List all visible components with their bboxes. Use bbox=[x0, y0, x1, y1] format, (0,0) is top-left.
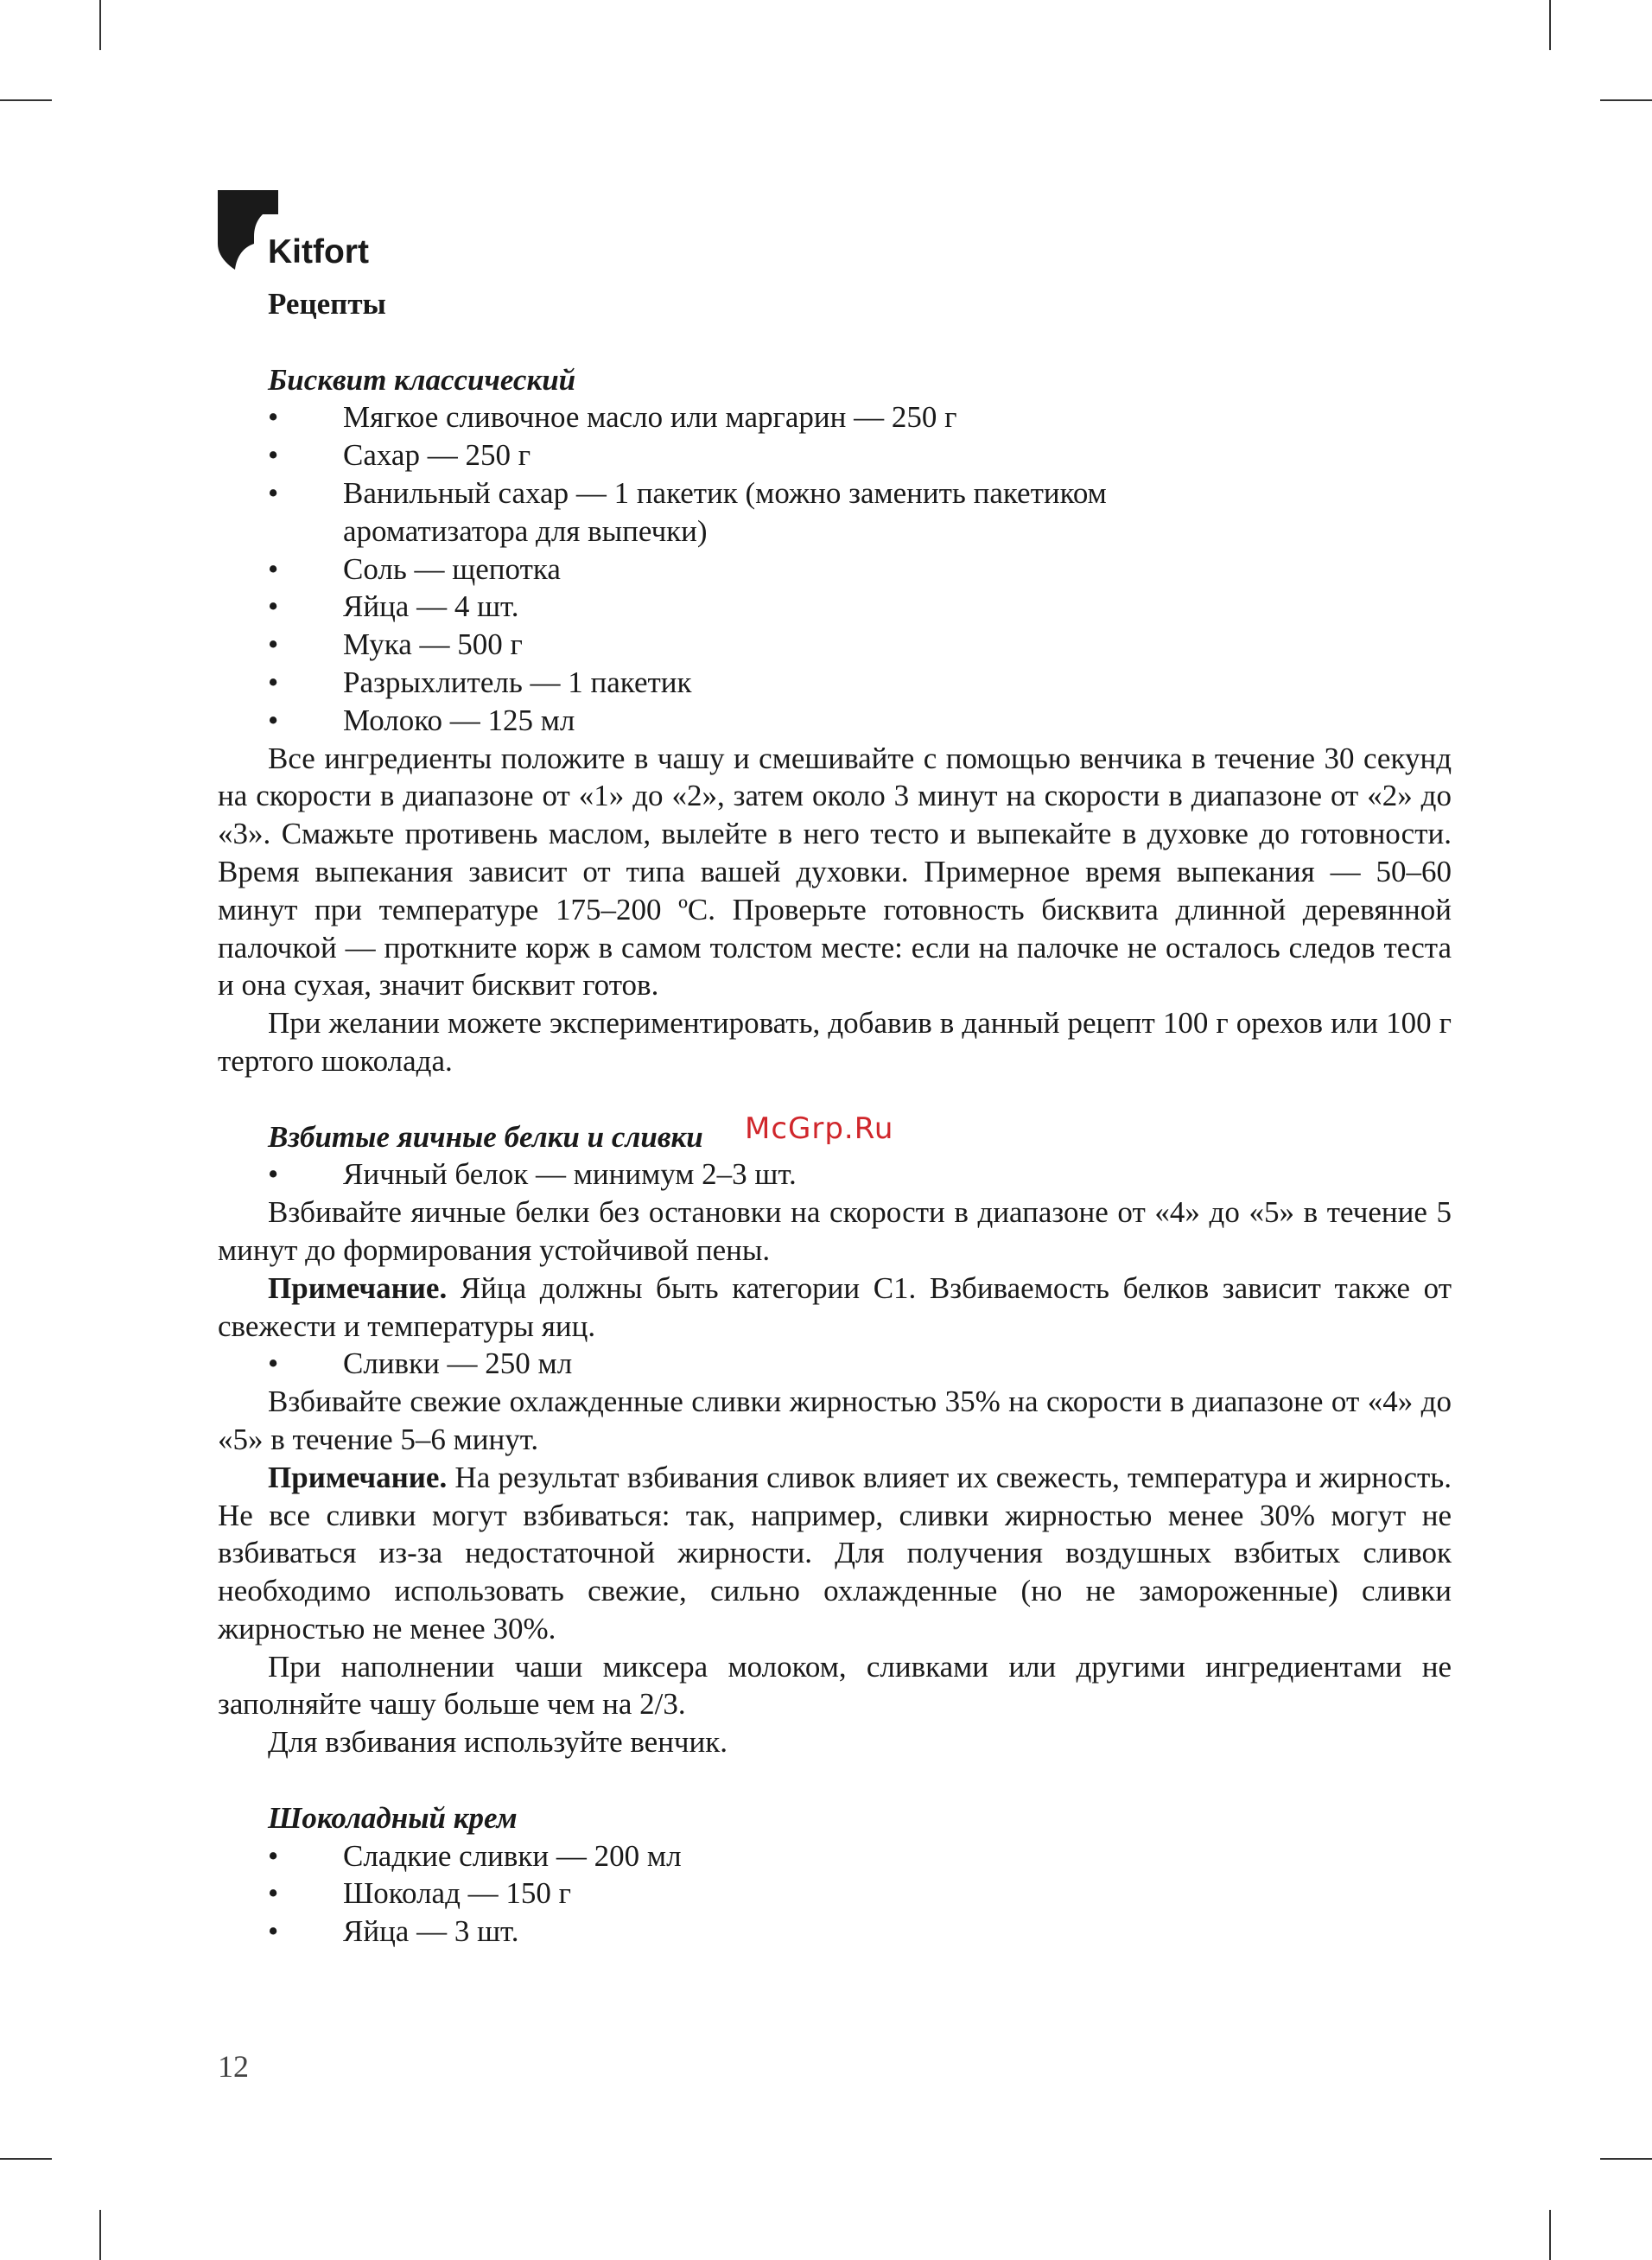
crop-mark bbox=[99, 2210, 101, 2260]
list-item: • Разрыхлитель — 1 пакетик bbox=[268, 665, 692, 699]
list-item: • Сливки — 250 мл bbox=[268, 1346, 573, 1381]
list-item: • Молоко — 125 мл bbox=[268, 703, 575, 737]
watermark: McGrp.Ru bbox=[745, 1111, 894, 1146]
note-label: Примечание. bbox=[268, 1270, 448, 1305]
kitfort-logo bbox=[218, 190, 391, 272]
list-item: • Яйца — 4 шт. bbox=[268, 589, 519, 624]
crop-mark bbox=[1600, 99, 1652, 101]
crop-mark bbox=[0, 99, 52, 101]
crop-mark bbox=[0, 2158, 52, 2160]
list-item: • Яичный белок — минимум 2–3 шт. bbox=[268, 1157, 797, 1192]
list-item: • Мягкое сливочное масло или маргарин — 250 г bbox=[268, 400, 957, 435]
list-item: • Сахар — 250 г bbox=[268, 438, 531, 473]
section-title: Рецепты bbox=[268, 287, 386, 321]
recipe-title: Бисквит классический bbox=[268, 362, 576, 397]
paragraph: Взбивайте свежие охлажденные сливки жирностью 35% на скорости в диапазоне от «4» до «5» в течение 5–6 минут. bbox=[218, 1385, 1452, 1456]
recipe-title: Шоколадный крем bbox=[268, 1800, 518, 1835]
paragraph: При желании можете экспериментировать, добавив в данный рецепт 100 г орехов или 100 г тертого шоколада. bbox=[218, 1006, 1452, 1078]
paragraph: Взбивайте яичные белки без остановки на скорости в диапазоне от «4» до «5» в течение 5 минут до формирования устойчивой пены. bbox=[218, 1195, 1452, 1267]
list-item: • Ванильный сахар — 1 пакетик (можно заменить пакетиком ароматизатора для выпечки) bbox=[268, 475, 1107, 548]
crop-mark bbox=[1549, 2210, 1551, 2260]
list-item: • Шоколад — 150 г bbox=[268, 1876, 571, 1911]
crop-mark bbox=[1600, 2158, 1652, 2160]
crop-mark bbox=[99, 0, 101, 50]
paragraph: Для взбивания используйте венчик. bbox=[268, 1725, 728, 1760]
crop-mark bbox=[1549, 0, 1551, 50]
note-label: Примечание. bbox=[268, 1460, 448, 1494]
list-item: • Сладкие сливки — 200 мл bbox=[268, 1838, 682, 1873]
paragraph: Все ингредиенты положите в чашу и смешивайте с помощью венчика в течение 30 секунд на скорости в диапазоне от «1» до «2», затем около 3 минут на скорости в диапазоне от «2» до «3». Смажьте противень маслом, вылейте в него тесто и выпекайте в духовке до готовности. Время выпекания зависит от типа вашей духовки. Примерное время выпекания — 50–60 минут при температуре 175–200 ºC. Проверьте готовность бисквита длинной деревянной палочкой — проткните корж в самом толстом месте: если на палочке не осталось следов теста и она сухая, значит бисквит готов. bbox=[218, 741, 1452, 1003]
list-item: • Соль — щепотка bbox=[268, 551, 561, 586]
list-item: • Яйца — 3 шт. bbox=[268, 1914, 519, 1949]
brand-name: Kitfort bbox=[268, 233, 369, 271]
list-item: • Мука — 500 г bbox=[268, 627, 523, 662]
recipe-title: Взбитые яичные белки и сливки bbox=[268, 1119, 703, 1154]
page-number: 12 bbox=[218, 2049, 249, 2084]
note-paragraph: Примечание. На результат взбивания сливок влияет их свежесть, температура и жирность. Не все сливки могут взбиваться: так, например, сливки жирностью менее 30% могут не взбиваться из-за недостаточной жирности. Для получения воздушных взбитых сливок необходимо использовать свежие, сильно охлажденные (но не замороженные) сливки жирностью не менее 30%. bbox=[218, 1460, 1452, 1646]
note-paragraph: Примечание. Яйца должны быть категории С1. Взбиваемость белков зависит также от свежести и температуры яиц. bbox=[218, 1270, 1452, 1343]
paragraph: При наполнении чаши миксера молоком, сливками или другими ингредиентами не заполняйте чашу больше чем на 2/3. bbox=[218, 1649, 1452, 1722]
